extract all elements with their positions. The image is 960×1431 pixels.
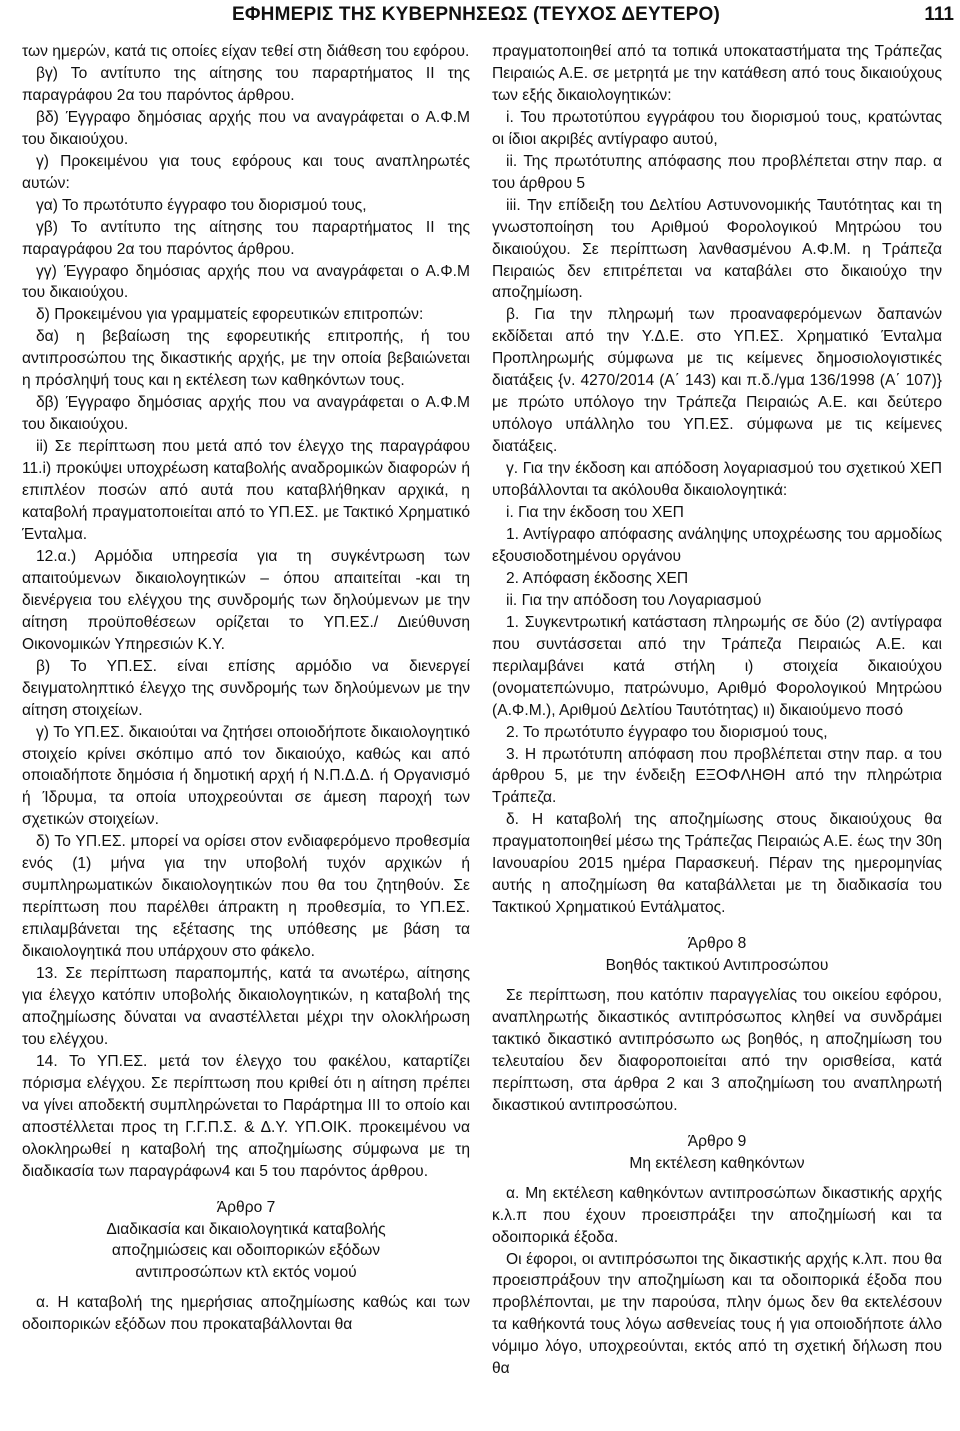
page-number: 111 xyxy=(924,4,954,25)
paragraph: δα) η βεβαίωση της εφορευτικής επιτροπής, ή του αντιπροσώπου της δικαστικής αρχής, με την οποία βεβαιώνεται η πρόσληψή τους και η εκτέλεση των καθηκόντων τους. xyxy=(22,328,470,390)
paragraph: β) Το ΥΠ.ΕΣ. είναι επίσης αρμόδιο να διενεργεί δειγματοληπτικό έλεγχο της συνδρομής των δηλούμενων με την αίτηση στοιχείων. xyxy=(22,657,470,719)
paragraph: βγ) Το αντίτυπο της αίτησης του παραρτήματος ΙΙ της παραγράφου 2α του παρόντος άρθρου. xyxy=(22,64,470,104)
paragraph: των ημερών, κατά τις οποίες είχαν τεθεί στη διάθεση του εφόρου. xyxy=(22,43,470,60)
paragraph: 14. Το ΥΠ.ΕΣ. μετά τον έλεγχο του φακέλου, καταρτίζει πόρισμα ελέγχου. Σε περίπτωση που κριθεί ότι η αίτηση πρέπει να γίνει αποδεκτή συμπληρώνεται το Παράρτημα ΙΙΙ το οποίο και αποστέλλεται προς τη Γ.Γ.Π.Σ. & Δ.Υ. ΥΠ.ΟΙΚ. προκειμένου να ολοκληρωθεί η καταβολή της αποζημίωσης σύμφωνα με τη διαδικασία των παραγράφων4 και 5 του παρόντος άρθρου. xyxy=(22,1052,470,1180)
right-column xyxy=(492,41,942,1380)
article-8-paragraph: Σε περίπτωση, που κατόπιν παραγγελίας του οικείου εφόρου, αναπληρωτής δικαστικός αντιπρόσωπος κληθεί να συνδράμει τακτικό δικαστικό αντιπρόσωπο ως βοηθός, η αποζημίωση του τελευταίου δεν διαφοροποιείται από την ορισθείσα, κατά περίπτωση, στα άρθρα 2 και 3 αποζημίωση του αναπληρωτή δικαστικού αντιπροσώπου. xyxy=(492,987,942,1114)
paragraph: 1. Αντίγραφο απόφασης ανάληψης υποχρέωσης του αρμοδίως εξουσιοδοτημένου οργάνου xyxy=(492,525,942,565)
running-header xyxy=(0,4,960,28)
paragraph: ii) Σε περίπτωση που μετά από τον έλεγχο της παραγράφου 11.i) προκύψει υποχρέωση καταβολής αναδρομικών διαφορών ή επιπλέον ποσών από αυτά που καταβλήθηκαν αρχικά, η καταβολή πραγματοποιείται από το ΥΠ.ΕΣ. με Τακτικό Χρηματικό Ένταλμα. xyxy=(22,438,470,543)
article-9-paragraph: α. Μη εκτέλεση καθηκόντων αντιπροσώπων δικαστικής αρχής κ.λ.π που έχουν προεισπράξει την αποζημίωσή και τα οδοιπορικά έξοδα. xyxy=(492,1184,942,1246)
paragraph: γγ) Έγγραφο δημόσιας αρχής που να αναγράφεται ο Α.Φ.Μ του δικαιούχου. xyxy=(22,262,470,302)
paragraph: ii. Για την απόδοση του Λογαριασμού xyxy=(506,591,762,609)
paragraph: γα) Το πρωτότυπο έγγραφο του διορισμού τους, xyxy=(36,196,367,214)
paragraph: 2. Το πρωτότυπο έγγραφο του διορισμού τους, xyxy=(506,723,828,741)
paragraph: γ) Το ΥΠ.ΕΣ. δικαιούται να ζητήσει οποιοδήποτε δικαιολογητικό στοιχείο κρίνει σκόπιμο από τον δικαιούχο, καθώς και από οποιαδήποτε δημόσια ή δημοτική αρχή ή Ν.Π.Δ.Δ. ή Οργανισμό ή Ίδρυμα, τα οποία υποχρεούνται σε άμεση παροχή των σχετικών στοιχείων. xyxy=(22,723,470,829)
article-7-title-line: αντιπροσώπων κτλ εκτός νομού xyxy=(135,1264,357,1282)
paragraph: πραγματοποιηθεί από τα τοπικά υποκαταστήματα της Τράπεζας Πειραιώς Α.Ε. σε μετρητά με την κατάθεση από τους δικαιούχους των εξής δικαιολογητικών: xyxy=(492,43,942,104)
spacer xyxy=(22,1183,470,1197)
spacer xyxy=(22,1284,470,1292)
paragraph: ii. Της πρωτότυπης απόφασης που προβλέπεται στην παρ. α του άρθρου 5 xyxy=(492,152,942,192)
paragraph: δ) Προκειμένου για γραμματείς εφορευτικών επιτροπών: xyxy=(36,306,424,324)
article-9-paragraph: Οι έφοροι, οι αντιπρόσωποι της δικαστικής αρχής κ.λπ. που θα προεισπράξουν την αποζημίωση και τα οδοιπορικά έξοδα που προβλέπονται, με την παρούσα, πλην όμως δεν θα εκτελέσουν τα καθήκοντά τους λόγω ασθενείας τους ή για οποιοδήποτε άλλο νόμιμο λόγο, υποχρεούνται, εκτός από τη σχετική δήλωση που θα xyxy=(492,1250,942,1378)
paragraph: 13. Σε περίπτωση παραπομπής, κατά τα ανωτέρω, αίτησης για έλεγχο κατόπιν υποβολής δικαιολογητικών, η καταβολή της αποζημίωσης δύναται να αναστέλλεται μέχρι την ολοκλήρωση του ελέγχου. xyxy=(22,965,470,1048)
paragraph: γβ) Το αντίτυπο της αίτησης του παραρτήματος ΙΙ της παραγράφου 2α του παρόντος άρθρου. xyxy=(22,218,470,258)
paragraph: δβ) Έγγραφο δημόσιας αρχής που να αναγράφεται ο Α.Φ.Μ του δικαιούχου. xyxy=(22,394,470,434)
article-8-title: Βοηθός τακτικού Αντιπροσώπου xyxy=(605,957,829,975)
article-7-title-line: Διαδικασία και δικαιολογητικά καταβολής xyxy=(106,1220,386,1238)
article-7-title-line: αποζημιώσεις και οδοιπορικών εξόδων xyxy=(111,1242,381,1260)
paragraph: 12.α.) Αρμόδια υπηρεσία για τη συγκέντρωση των απαιτούμενων δικαιολογητικών – όπου απαιτείται -και τη διενέργεια του ελέγχου της συνδρομής των δηλούμενων με την αίτηση προϋποθέσεων ορίζεται το ΥΠ.ΕΣ./ Διεύθυνση Οικονομικών Υπηρεσιών Κ.Υ. xyxy=(22,547,470,653)
article-7-paragraph: α. Η καταβολή της ημερήσιας αποζημίωσης καθώς και των οδοιπορικών εξόδων που προκαταβάλλονται θα xyxy=(22,1294,470,1334)
paragraph: γ) Προκειμένου για τους εφόρους και τους αναπληρωτές αυτών: xyxy=(22,152,470,192)
paragraph: δ) Το ΥΠ.ΕΣ. μπορεί να ορίσει στον ενδιαφερόμενο προθεσμία ενός (1) μήνα για την υποβολή τυχόν αρχικών ή συμπληρωματικών δικαιολογητικών που θα του ζητηθούν. Σε περίπτωση που παρέλθει άπρακτη η προθεσμία, το ΥΠ.ΕΣ. επιλαμβάνεται της εξέτασης της υπόθεσης με βάση τα δικαιολογητικά που υπάρχουν στο φάκελο. xyxy=(22,833,470,961)
paragraph: iii. Την επίδειξη του Δελτίου Αστυνονομικής Ταυτότητας και τη γνωστοποίηση του Αριθμού Φορολογικού Μητρώου του δικαιούχου. Σε περίπτωση λανθασμένου Α.Φ.Μ. η Τράπεζα Πειραιώς δεν επιτρέπεται να καταβάλει στο δικαιούχο την αποζημίωση. xyxy=(492,196,942,302)
spacer xyxy=(492,1117,942,1131)
left-column xyxy=(22,41,470,1336)
paragraph: γ. Για την έκδοση και απόδοση λογαριασμού του σχετικού ΧΕΠ υποβάλλονται τα ακόλουθα δικαιολογητικά: xyxy=(492,460,942,500)
paragraph: 3. Η πρωτότυπη απόφαση που προβλέπεται στην παρ. α του άρθρου 5, με την ένδειξη ΕΞΟΦΛΗΘΗ από την πληρώτρια Τράπεζα. xyxy=(492,745,942,807)
paragraph: i. Του πρωτοτύπου εγγράφου του διορισμού τους, κρατώντας οι ίδιοι ακριβές αντίγραφο αυτού, xyxy=(492,108,942,148)
paragraph: β. Για την πληρωμή των προαναφερόμενων δαπανών εκδίδεται από την Υ.Δ.Ε. στο ΥΠ.ΕΣ. Χρηματικό Ένταλμα Προπληρωμής σύμφωνα με τις κείμενες δημοσιολογιστικές διατάξεις {ν. 4270/2014 (Α΄ 143) και π.δ./γμα 136/1998 (Α΄ 107)} με πρώτο υπόλογο την Τράπεζα Πειραιώς Α.Ε. και δεύτερο υπόλογο υπάλληλο του ΥΠ.ΕΣ. σύμφωνα με τις κείμενες διατάξεις. xyxy=(492,306,942,456)
spacer xyxy=(492,919,942,933)
paragraph: 2. Απόφαση έκδοσης ΧΕΠ xyxy=(506,569,689,587)
paragraph: i. Για την έκδοση του ΧΕΠ xyxy=(506,504,684,522)
article-8-heading: Άρθρο 8 xyxy=(687,935,747,953)
paragraph: 1. Συγκεντρωτική κατάσταση πληρωμής σε δύο (2) αντίγραφα που συντάσσεται από την Τράπεζα Πειραιώς Α.Ε. και περιλαμβάνει κατά στήλη ι) στοιχεία δικαιούχου (ονοματεπώνυμο, πατρώνυμο, Αριθμό Φορολογικού Μητρώου (Α.Φ.Μ.), Αριθμού Δελτίου Ταυτότητας) ιι) δικαιούμενο ποσό xyxy=(492,613,942,719)
gazette-title: ΕΦΗΜΕΡΙΣ ΤΗΣ ΚΥΒΕΡΝΗΣΕΩΣ (ΤΕΥΧΟΣ ΔΕΥΤΕΡΟ) xyxy=(232,4,720,25)
spacer xyxy=(492,1175,942,1183)
article-9-heading: Άρθρο 9 xyxy=(687,1132,747,1150)
article-7-heading: Άρθρο 7 xyxy=(216,1198,276,1216)
paragraph: δ. Η καταβολή της αποζημίωσης στους δικαιούχους θα πραγματοποιηθεί μέσω της Τράπεζας Πειραιώς Α.Ε. έως την 30η Ιανουαρίου 2015 ημέρα Παρασκευή. Πέραν της ημερομηνίας αυτής η αποζημίωση θα καταβάλλεται με τη διαδικασία του Τακτικού Χρηματικού Εντάλματος. xyxy=(492,811,942,917)
paragraph: βδ) Έγγραφο δημόσιας αρχής που να αναγράφεται ο Α.Φ.Μ του δικαιούχου. xyxy=(22,108,470,148)
spacer xyxy=(492,977,942,985)
article-9-title: Μη εκτέλεση καθηκόντων xyxy=(629,1154,805,1172)
